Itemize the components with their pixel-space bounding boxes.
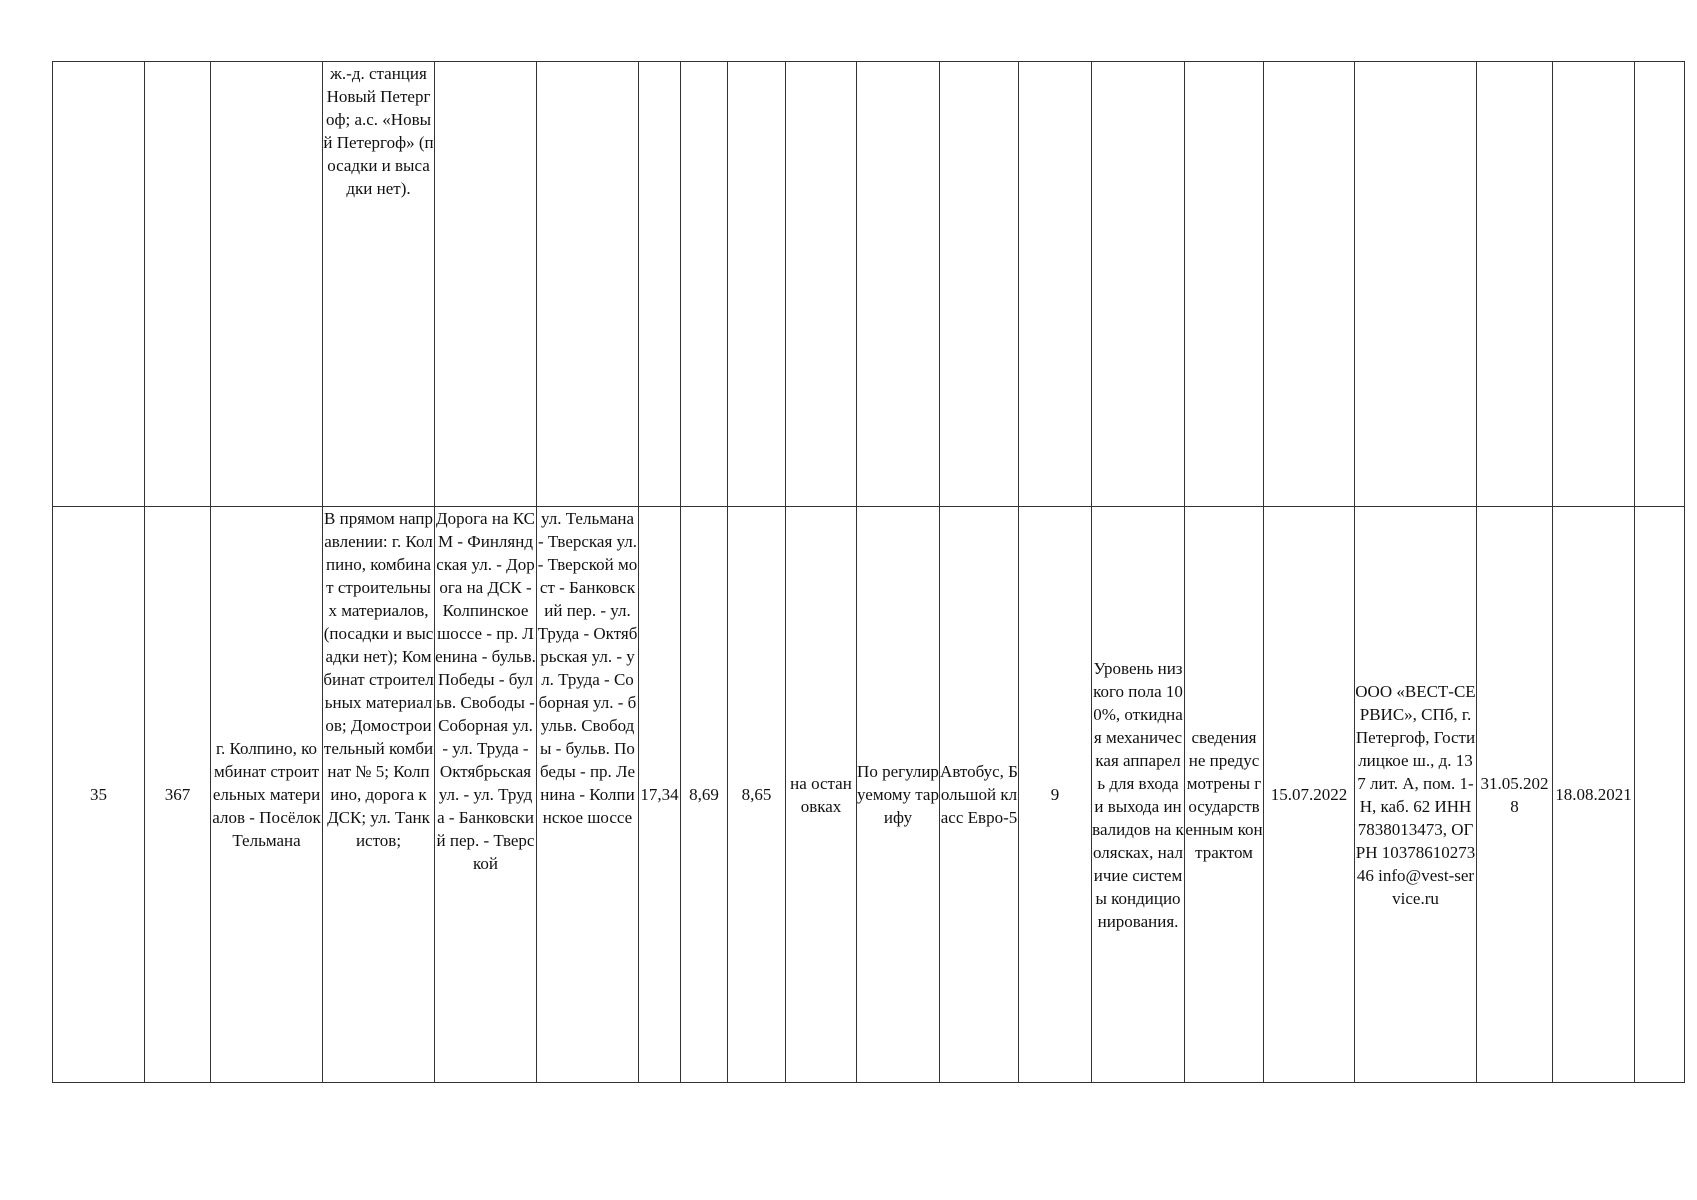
cell-end-date (1477, 62, 1553, 507)
route-contract: сведения не предусмотрены государственным контрактом (1185, 507, 1264, 1083)
route-length-forward: 17,34 (639, 507, 681, 1083)
cell-start-date (1264, 62, 1355, 507)
route-extra (1635, 507, 1685, 1083)
cell-vehicle (940, 62, 1019, 507)
route-registry-table (52, 61, 1685, 1083)
cell-length-avg (728, 62, 786, 507)
cell-stops (323, 62, 435, 507)
cell-streets-forward (435, 62, 537, 507)
table-row-continuation (53, 62, 1685, 507)
cell-features (1092, 62, 1185, 507)
route-features: Уровень низкого пола 100%, откидная механическая аппарель для входа и выхода инвалидов на колясках, наличие системы кондиционирования. (1092, 507, 1185, 1083)
route-vehicle: Автобус, Большой класс Евро-5 (940, 507, 1019, 1083)
route-start-date: 15.07.2022 (1264, 507, 1355, 1083)
route-end-date: 31.05.2028 (1477, 507, 1553, 1083)
route-length-avg: 8,65 (728, 507, 786, 1083)
cell-extra (1635, 62, 1685, 507)
cell-boarding (786, 62, 857, 507)
cell-carrier (1355, 62, 1477, 507)
route-reg-date: 18.08.2021 (1553, 507, 1635, 1083)
cell-fare (857, 62, 940, 507)
cell-contract (1185, 62, 1264, 507)
route-number: 35 (53, 507, 145, 1083)
route-carrier: ООО «ВЕСТ-СЕРВИС», СПб, г. Петергоф, Гостилицкое ш., д. 137 лит. А, пом. 1-Н, каб. 62 ИНН 7838013473, ОГРН 1037861027346 info@vest-service.ru (1355, 507, 1477, 1083)
route-registry-number: 367 (145, 507, 211, 1083)
route-boarding: на остановках (786, 507, 857, 1083)
route-length-reverse: 8,69 (681, 507, 728, 1083)
route-streets-reverse: ул. Тельмана - Тверская ул. - Тверской мост - Банковский пер. - ул. Труда - Октябрьская ул. - ул. Труда - Соборная ул. - бульв. Свободы - бульв. Победы - пр. Ленина - Колпинское шоссе (537, 507, 639, 1083)
route-stops: В прямом направлении: г. Колпино, комбинат строительных материалов, (посадки и высадки нет); Комбинат строительных материалов; Домостроительный комбинат № 5; Колпино, дорога к ДСК; ул. Танкистов; (323, 507, 435, 1083)
cell-vehicle-count (1019, 62, 1092, 507)
route-name: г. Колпино, комбинат строительных материалов - Посёлок Тельмана (211, 507, 323, 1083)
table-row-route-35 (53, 507, 1685, 1083)
cell-streets-reverse (537, 62, 639, 507)
cell-route-name (211, 62, 323, 507)
route-fare: По регулируемому тарифу (857, 507, 940, 1083)
cell-registry-number (145, 62, 211, 507)
stops-tail-text: ж.-д. станция Новый Петергоф; а.с. «Новый Петергоф» (посадки и высадки нет). (323, 64, 434, 198)
cell-reg-date (1553, 62, 1635, 507)
cell-length-reverse (681, 62, 728, 507)
cell-length-forward (639, 62, 681, 507)
route-streets-forward: Дорога на КСМ - Финляндская ул. - Дорога на ДСК - Колпинское шоссе - пр. Ленина - бульв. Победы - бульв. Свободы - Соборная ул. - ул. Труда - Октябрьская ул. - ул. Труда - Банковский пер. - Тверской (435, 507, 537, 1083)
route-vehicle-count: 9 (1019, 507, 1092, 1083)
cell-number (53, 62, 145, 507)
